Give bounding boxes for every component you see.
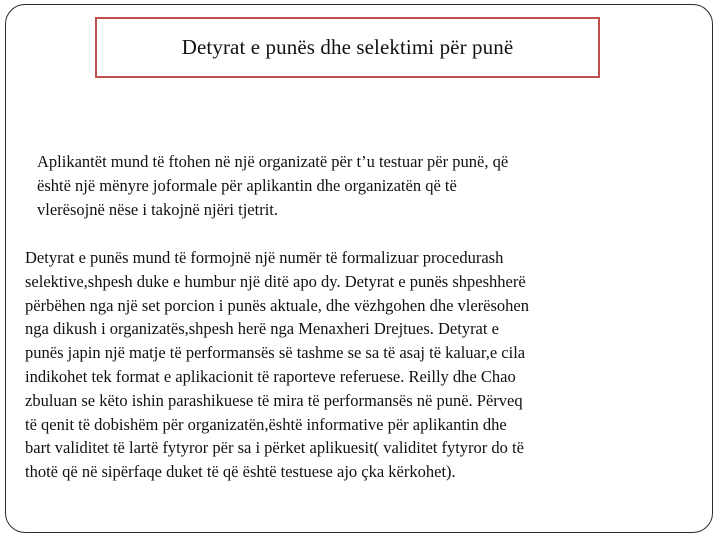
slide-title: Detyrat e punës dhe selektimi për punë xyxy=(181,35,514,59)
paragraph-line: zbuluan se këto ishin parashikuese të mira të performansës në punë. Përveq xyxy=(25,390,523,410)
paragraph-line: thotë që në sipërfaqe duket të që është testuese ajo çka kërkohet). xyxy=(25,462,456,482)
paragraph-line: indikohet tek format e aplikacionit të raporteve referuese. Reilly dhe Chao xyxy=(25,366,516,386)
paragraph-line: bart validitet të lartë fytyror për sa i përket aplikuesit( validitet fytyror do të xyxy=(25,438,524,458)
paragraph-line: Detyrat e punës mund të formojnë një numër të formalizuar procedurash xyxy=(25,248,504,267)
paragraph-line: të qenit të dobishëm për organizatën,është informative për aplikantin dhe xyxy=(25,414,507,434)
paragraph-line: nga dikush i organizatës,shpesh herë nga Menaxheri Drejtues. Detyrat e xyxy=(25,319,499,339)
paragraph-line: punës japin një matje të performansës së tashme se sa të asaj të kaluar,e cila xyxy=(25,343,526,363)
paragraph-line: përbëhen nga një set porcion i punës aktuale, dhe vëzhgohen dhe vlerësohen xyxy=(25,295,529,315)
paragraph-body xyxy=(25,246,529,484)
title-box xyxy=(95,17,600,78)
paragraph-line: Aplikantët mund të ftohen në një organizatë për t’u testuar për punë, që xyxy=(37,152,509,171)
paragraph-line: vlerësojnë nëse i takojnë njëri tjetrit. xyxy=(37,199,278,219)
paragraph-line: është një mënyre joformale për aplikantin dhe organizatën që të xyxy=(37,175,457,195)
paragraph-line: selektive,shpesh duke e humbur një ditë apo dy. Detyrat e punës shpeshherë xyxy=(25,271,526,291)
paragraph-intro xyxy=(37,150,508,221)
